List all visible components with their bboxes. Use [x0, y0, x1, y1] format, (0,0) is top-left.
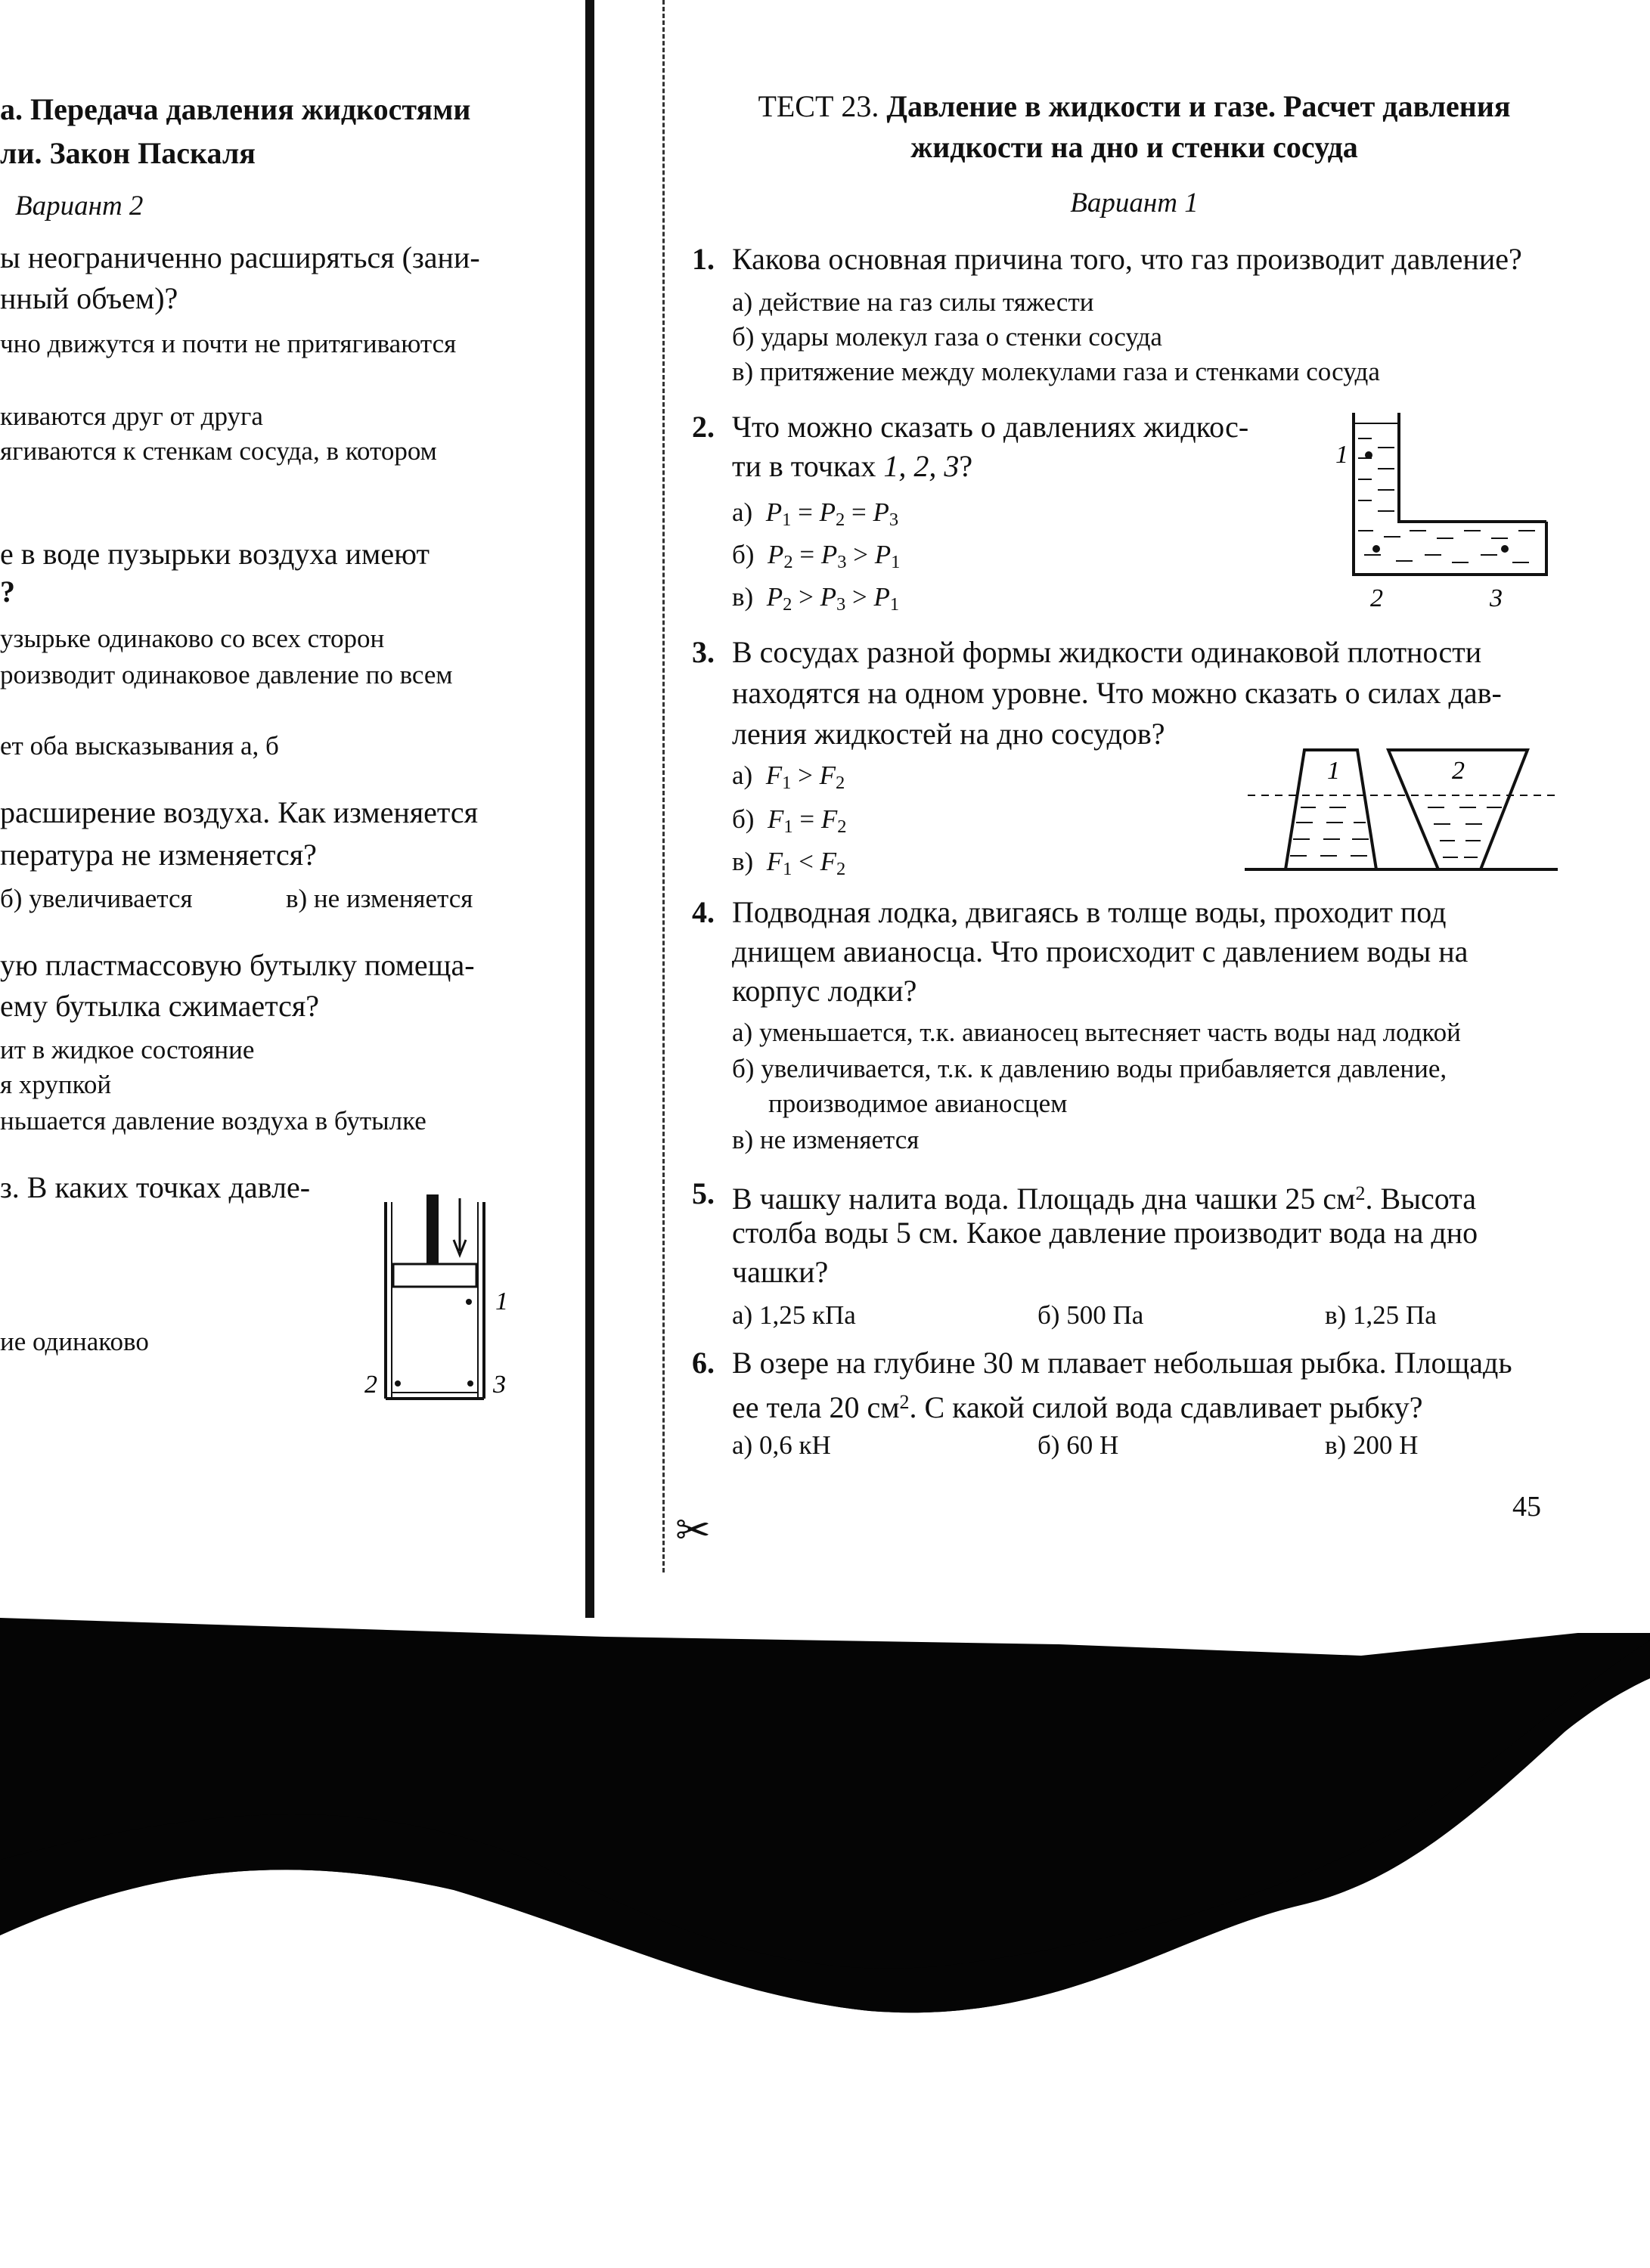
- l-vessel-label-2: 2: [1370, 584, 1383, 612]
- piston-label-3: 3: [493, 1371, 506, 1399]
- vessel-label-2: 2: [1452, 757, 1465, 785]
- q3-line2: находятся на одном уровне. Что можно сказать о силах дав-: [732, 676, 1502, 710]
- q3-option-b-letter: б): [732, 804, 755, 834]
- test-number: ТЕСТ 23.: [758, 89, 879, 123]
- q6-number: 6.: [692, 1346, 715, 1380]
- q1-option-a: а) действие на газ силы тяжести: [732, 287, 1094, 317]
- page-number: 45: [1512, 1491, 1541, 1523]
- piston-label-1: 1: [495, 1287, 508, 1315]
- left-line: киваются друг от друга: [0, 401, 263, 431]
- l-vessel-diagram: [1331, 408, 1558, 612]
- q2-number: 2.: [692, 410, 715, 444]
- q1-option-c: в) притяжение между молекулами газа и стенками сосуда: [732, 357, 1380, 386]
- q6-option-a: а) 0,6 кН: [732, 1430, 831, 1460]
- q1-text: Какова основная причина того, что газ производит давление?: [732, 242, 1522, 276]
- left-line: в) не изменяется: [286, 884, 473, 913]
- q3-option-c-letter: в): [732, 847, 754, 876]
- q2-option-c: в) $P_2 > P_3 > P_1$: [732, 582, 900, 615]
- scissors-icon: ✂: [675, 1507, 711, 1554]
- q2-option-b-letter: б): [732, 540, 755, 569]
- q5-superscript: 2: [1355, 1182, 1366, 1204]
- q1-number: 1.: [692, 242, 715, 276]
- left-line: ему бутылка сжимается?: [0, 989, 320, 1023]
- q4-option-b-continued: производимое авианосцем: [768, 1089, 1068, 1118]
- left-line: роизводит одинаковое давление по всем: [0, 660, 453, 689]
- dashed-cut-line: [662, 0, 665, 1572]
- left-line: я хрупкой: [0, 1070, 112, 1099]
- two-vessels-diagram: [1240, 741, 1558, 877]
- piston-label-2: 2: [364, 1371, 377, 1399]
- q2-line1: Что можно сказать о давлениях жидкос-: [732, 410, 1249, 444]
- left-line: нный объем)?: [0, 281, 178, 315]
- l-vessel-label-3: 3: [1490, 584, 1503, 612]
- vessel-label-1: 1: [1327, 757, 1340, 785]
- left-line: пература не изменяется?: [0, 838, 317, 872]
- q2-option-b: б) $P_2 = P_3 > P_1$: [732, 540, 901, 572]
- left-line: з. В каких точках давле-: [0, 1170, 311, 1204]
- q6-option-c: в) 200 Н: [1325, 1430, 1419, 1460]
- q5-line1b: . Высота: [1365, 1182, 1476, 1216]
- q3-option-c: в) $F_1 < F_2$: [732, 847, 846, 879]
- q2-points: 1, 2, 3: [883, 449, 960, 483]
- left-line: чно движутся и почти не притягиваются: [0, 329, 457, 358]
- q6-line2b: . С какой силой вода сдавливает рыбку?: [909, 1390, 1423, 1424]
- left-line: узырьке одинаково со всех сторон: [0, 624, 385, 653]
- left-line: ы неограниченно расширяться (зани-: [0, 240, 480, 274]
- q5-line1: [732, 1175, 1476, 1218]
- q3-line3: ления жидкостей на дно сосудов?: [732, 717, 1165, 751]
- q5-line1a: В чашку налита вода. Площадь дна чашки 25 см: [732, 1182, 1356, 1216]
- q4-line3: корпус лодки?: [732, 974, 917, 1008]
- q3-option-a: а) $F_1 > F_2$: [732, 761, 845, 793]
- q5-option-b: б) 500 Па: [1037, 1300, 1144, 1330]
- q3-line1: В сосудах разной формы жидкости одинаковой плотности: [732, 635, 1482, 669]
- q2-option-c-letter: в): [732, 582, 754, 612]
- q4-line1: Подводная лодка, двигаясь в толще воды, проходит под: [732, 895, 1447, 929]
- left-line: расширение воздуха. Как изменяется: [0, 795, 479, 829]
- q4-option-b: б) увеличивается, т.к. к давлению воды прибавляется давление,: [732, 1054, 1447, 1083]
- left-title-line1: а. Передача давления жидкостями: [0, 92, 471, 126]
- q3-option-b: б) $F_1 = F_2$: [732, 804, 847, 837]
- q3-number: 3.: [692, 635, 715, 669]
- q2-option-a-letter: а): [732, 497, 753, 527]
- l-vessel-label-1: 1: [1335, 441, 1348, 469]
- q5-option-a: а) 1,25 кПа: [732, 1300, 856, 1330]
- q4-line2: днищем авианосца. Что происходит с давлением воды на: [732, 934, 1469, 968]
- q4-option-a: а) уменьшается, т.к. авианосец вытесняет часть воды над лодкой: [732, 1018, 1461, 1047]
- q5-line3: чашки?: [732, 1255, 829, 1289]
- q4-number: 4.: [692, 895, 715, 929]
- test-title-line1: [703, 89, 1565, 124]
- q1-option-b: б) удары молекул газа о стенки сосуда: [732, 322, 1162, 352]
- q6-line2: [732, 1383, 1422, 1427]
- q6-line1: В озере на глубине 30 м плавает небольшая рыбка. Площадь: [732, 1346, 1512, 1380]
- left-variant: Вариант 2: [15, 191, 144, 222]
- left-line: ит в жидкое состояние: [0, 1035, 255, 1064]
- test-title-part1: Давление в жидкости и газе. Расчет давления: [886, 89, 1511, 123]
- page-gutter-shadow: [585, 0, 594, 1618]
- q6-line2a: ее тела 20 см: [732, 1390, 900, 1424]
- q4-option-c: в) не изменяется: [732, 1125, 920, 1154]
- q3-option-a-letter: а): [732, 761, 753, 790]
- q2-option-a: а) $P_1 = P_2 = P_3$: [732, 497, 899, 530]
- q6-superscript: 2: [899, 1391, 910, 1413]
- left-line: ягиваются к стенкам сосуда, в котором: [0, 436, 437, 466]
- piston-diagram: [355, 1194, 522, 1414]
- left-line: ую пластмассовую бутылку помеща-: [0, 948, 475, 982]
- q2-line2-prefix: ти в точках: [732, 449, 884, 483]
- left-line: ет оба высказывания а, б: [0, 731, 279, 761]
- left-line: ньшается давление воздуха в бутылке: [0, 1106, 426, 1136]
- q5-line2: столба воды 5 см. Какое давление производит вода на дно: [732, 1216, 1478, 1250]
- left-title-line2: ли. Закон Паскаля: [0, 136, 256, 170]
- left-line: ие одинаково: [0, 1327, 149, 1356]
- left-line: б) увеличивается: [0, 884, 193, 913]
- q5-number: 5.: [692, 1176, 715, 1210]
- left-page: [0, 0, 590, 1618]
- variant-label: Вариант 1: [1070, 187, 1199, 218]
- q2-line2: [732, 448, 972, 485]
- left-line: е в воде пузырьки воздуха имеют: [0, 537, 430, 571]
- test-title-line2: жидкости на дно и стенки сосуда: [910, 130, 1358, 164]
- q2-line2-suffix: ?: [959, 449, 973, 483]
- q5-option-c: в) 1,25 Па: [1325, 1300, 1437, 1330]
- left-line: ?: [0, 575, 15, 609]
- q6-option-b: б) 60 Н: [1037, 1430, 1119, 1460]
